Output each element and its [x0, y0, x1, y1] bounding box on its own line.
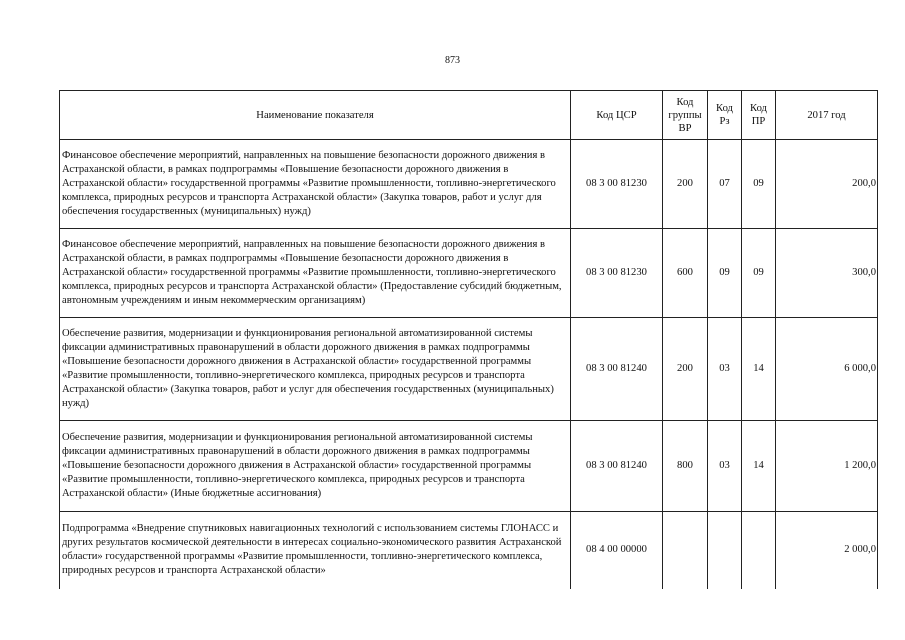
row-rz: 03	[708, 318, 742, 421]
row-amount: 2 000,0	[776, 512, 878, 589]
header-csr: Код ЦСР	[571, 91, 663, 140]
row-name: Финансовое обеспечение мероприятий, направленных на повышение безопасности дорожного движения в Астраханской области, в рамках подпрограммы «Повышение безопасности дорожного движения в Астраханской области» государственной программы «Развитие промышленности, топливно-энергетического комплекса, природных ресурсов и транспорта Астраханской области» (Предоставление субсидий бюджетным, автономным учреждениям и иным некоммерческим организациям)	[60, 229, 571, 318]
table-row	[60, 421, 878, 512]
table-header-row	[60, 91, 878, 140]
table-row	[60, 318, 878, 421]
header-vr: Код группы ВР	[663, 91, 708, 140]
row-rz: 09	[708, 229, 742, 318]
row-name: Подпрограмма «Внедрение спутниковых навигационных технологий с использованием системы ГЛОНАСС и других результатов космической деятельности в интересах социально-экономического развития Астраханской области» государственной программы «Развитие промышленности, топливно-энергетического комплекса, природных ресурсов и транспорта Астраханской области»	[60, 512, 571, 589]
row-vr	[663, 512, 708, 589]
row-vr: 800	[663, 421, 708, 512]
page-number: 873	[445, 55, 460, 66]
row-pr	[742, 512, 776, 589]
row-name: Обеспечение развития, модернизации и функционирования региональной автоматизированной системы фиксации административных правонарушений в области дорожного движения в рамках подпрограммы «Повышение безопасности дорожного движения в Астраханской области» государственной программы «Развитие промышленности, топливно-энергетического комплекса, природных ресурсов и транспорта Астраханской области» (Закупка товаров, работ и услуг для обеспечения государственных (муниципальных) нужд)	[60, 318, 571, 421]
table-row	[60, 140, 878, 229]
row-amount: 6 000,0	[776, 318, 878, 421]
row-rz: 03	[708, 421, 742, 512]
budget-table	[59, 90, 878, 589]
row-name: Обеспечение развития, модернизации и функционирования региональной автоматизированной системы фиксации административных правонарушений в области дорожного движения в рамках подпрограммы «Повышение безопасности дорожного движения в Астраханской области» государственной программы «Развитие промышленности, топливно-энергетического комплекса, природных ресурсов и транспорта Астраханской области» (Иные бюджетные ассигнования)	[60, 421, 571, 512]
header-pr: Код ПР	[742, 91, 776, 140]
row-pr: 09	[742, 229, 776, 318]
table-row	[60, 512, 878, 589]
row-amount: 300,0	[776, 229, 878, 318]
row-pr: 09	[742, 140, 776, 229]
row-amount: 200,0	[776, 140, 878, 229]
row-amount: 1 200,0	[776, 421, 878, 512]
row-csr: 08 3 00 81240	[571, 421, 663, 512]
row-rz	[708, 512, 742, 589]
header-rz: Код Рз	[708, 91, 742, 140]
row-rz: 07	[708, 140, 742, 229]
row-csr: 08 3 00 81230	[571, 229, 663, 318]
row-pr: 14	[742, 318, 776, 421]
header-name: Наименование показателя	[60, 91, 571, 140]
row-csr: 08 3 00 81230	[571, 140, 663, 229]
table-row	[60, 229, 878, 318]
row-pr: 14	[742, 421, 776, 512]
row-csr: 08 4 00 00000	[571, 512, 663, 589]
row-vr: 200	[663, 318, 708, 421]
row-vr: 200	[663, 140, 708, 229]
row-csr: 08 3 00 81240	[571, 318, 663, 421]
row-vr: 600	[663, 229, 708, 318]
header-year: 2017 год	[776, 91, 878, 140]
row-name: Финансовое обеспечение мероприятий, направленных на повышение безопасности дорожного движения в Астраханской области, в рамках подпрограммы «Повышение безопасности дорожного движения в Астраханской области» государственной программы «Развитие промышленности, топливно-энергетического комплекса, природных ресурсов и транспорта Астраханской области» (Закупка товаров, работ и услуг для обеспечения государственных (муниципальных) нужд)	[60, 140, 571, 229]
